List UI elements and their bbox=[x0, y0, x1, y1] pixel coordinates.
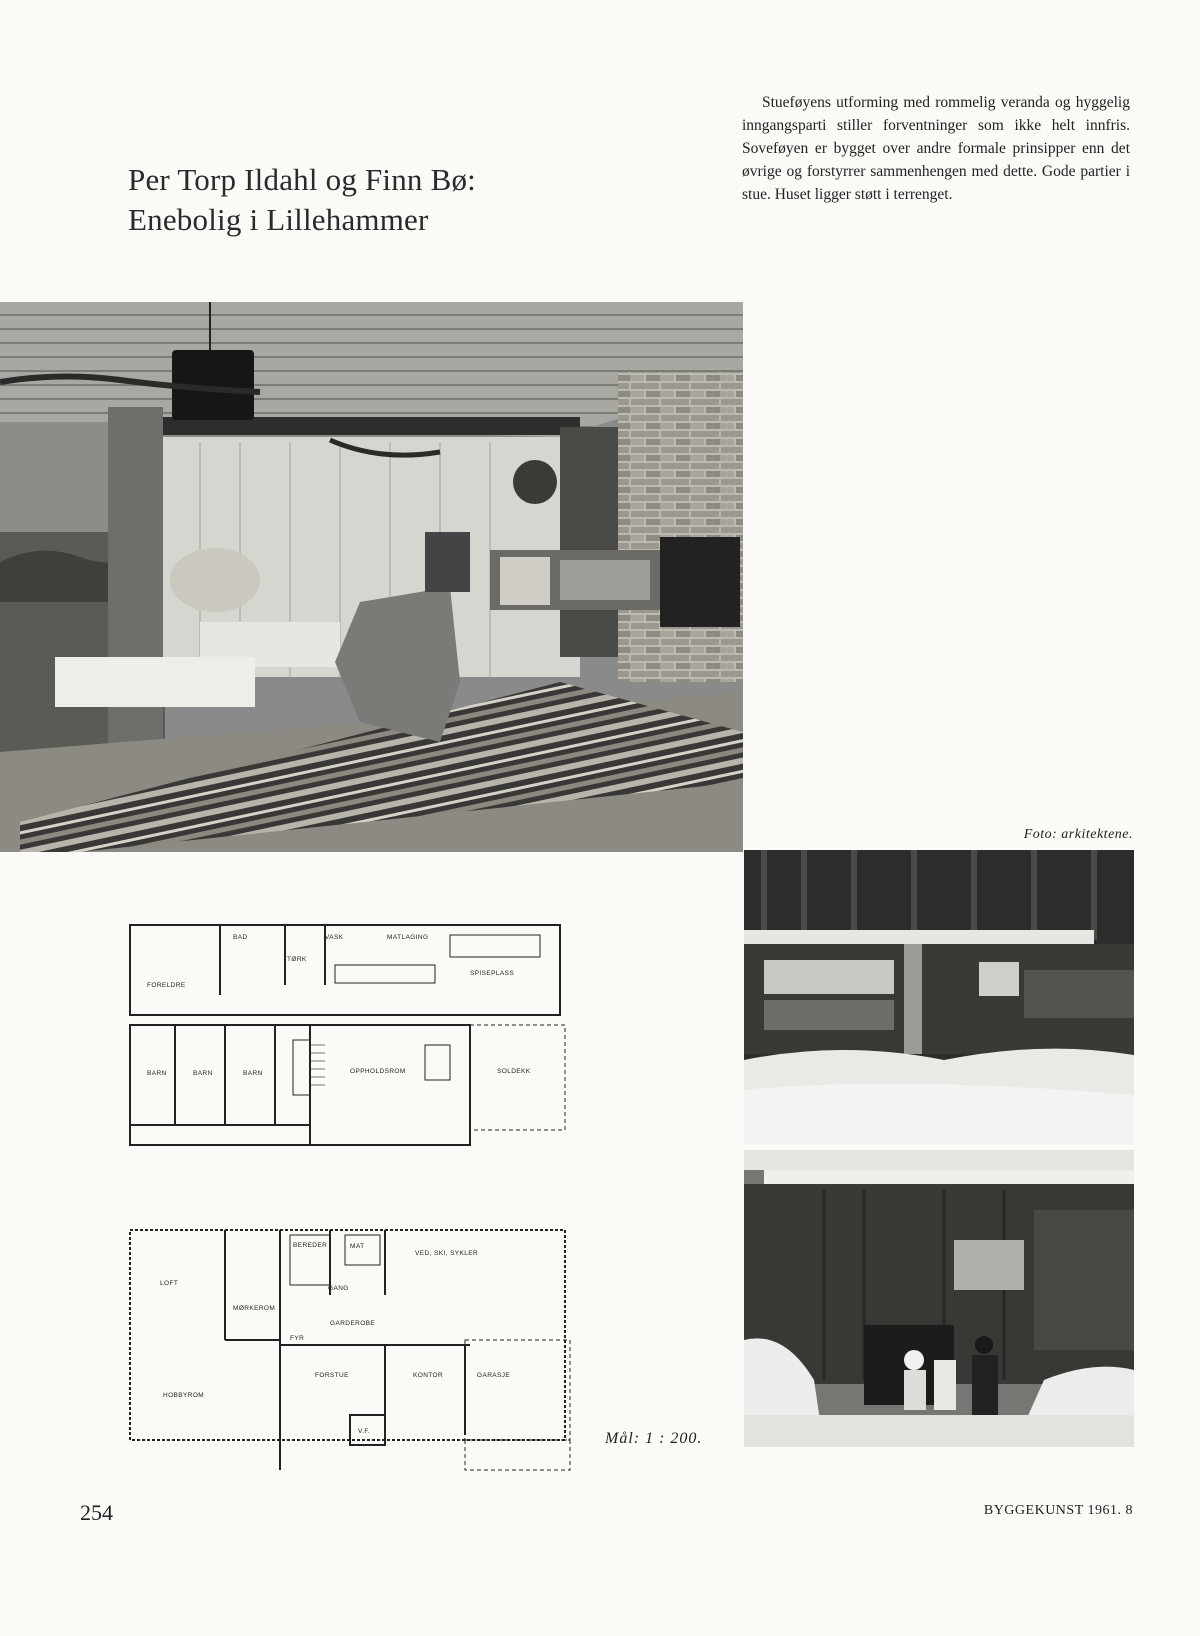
room-label-spiseplass: SPISEPLASS bbox=[470, 970, 515, 977]
room-label-barn-3: BARN bbox=[243, 1070, 263, 1077]
room-label-garasje: GARASJE bbox=[477, 1372, 511, 1379]
house-entrance-illustration bbox=[744, 1150, 1134, 1447]
room-label-foreldre: FORELDRE bbox=[147, 982, 186, 989]
exterior-photo-1 bbox=[744, 850, 1134, 1145]
room-label-soldekk: SOLDEKK bbox=[497, 1068, 531, 1075]
room-label-bereder: BEREDER bbox=[293, 1242, 328, 1249]
room-label-vask: VASK bbox=[325, 934, 344, 941]
photo-credit: Foto: arkitektene. bbox=[1023, 827, 1133, 842]
interior-photo bbox=[0, 302, 743, 852]
room-label-garderobe: GARDEROBE bbox=[330, 1320, 376, 1327]
room-label-matlaging: MATLAGING bbox=[387, 934, 429, 941]
room-label-barn-2: BARN bbox=[193, 1070, 213, 1077]
title-authors: Per Torp Ildahl og Finn Bø: bbox=[128, 162, 476, 197]
room-label-mat: MAT bbox=[350, 1243, 365, 1250]
upper-floor-plan bbox=[125, 905, 595, 1170]
room-label-hobbyrom: HOBBYROM bbox=[163, 1392, 205, 1399]
room-label-fyr: FYR bbox=[290, 1335, 305, 1342]
room-label-gang: GANG bbox=[328, 1285, 349, 1292]
room-label-kontor: KONTOR bbox=[413, 1372, 444, 1379]
room-label-ved-ski-sykler: VED, SKI, SYKLER bbox=[415, 1250, 479, 1257]
intro-paragraph: Stueføyens utforming med rommelig veranda og hyggelig inngangsparti stiller forventninger som ikke helt innfris. Soveføyen er bygget over andre formale prinsipper enn det øvrige og forstyrrer sammenhengen med dette. Gode partier i stue. Huset ligger støtt i terrenget. bbox=[742, 94, 1130, 203]
plan-scale: Mål: 1 : 200. bbox=[605, 1430, 703, 1447]
room-label-oppholdsrom: OPPHOLDSROM bbox=[350, 1068, 406, 1075]
journal-issue: BYGGEKUNST 1961. 8 bbox=[983, 1503, 1133, 1518]
article-title bbox=[128, 160, 568, 240]
lower-floor-plan bbox=[125, 1225, 595, 1475]
living-room-illustration bbox=[0, 302, 743, 852]
room-label-barn-1: BARN bbox=[147, 1070, 167, 1077]
page-number: 254 bbox=[80, 1500, 113, 1525]
exterior-photo-2 bbox=[744, 1150, 1134, 1447]
room-label-loft: LOFT bbox=[160, 1280, 179, 1287]
title-subject: Enebolig i Lillehammer bbox=[128, 202, 429, 237]
room-label-forstue: FORSTUE bbox=[315, 1372, 349, 1379]
house-winter-illustration bbox=[744, 850, 1134, 1145]
room-label-tork: TØRK bbox=[287, 956, 307, 963]
room-label-bad: BAD bbox=[233, 934, 248, 941]
room-label-morkerom: MØRKEROM bbox=[233, 1305, 276, 1312]
room-label-vf: V.F. bbox=[358, 1428, 371, 1435]
